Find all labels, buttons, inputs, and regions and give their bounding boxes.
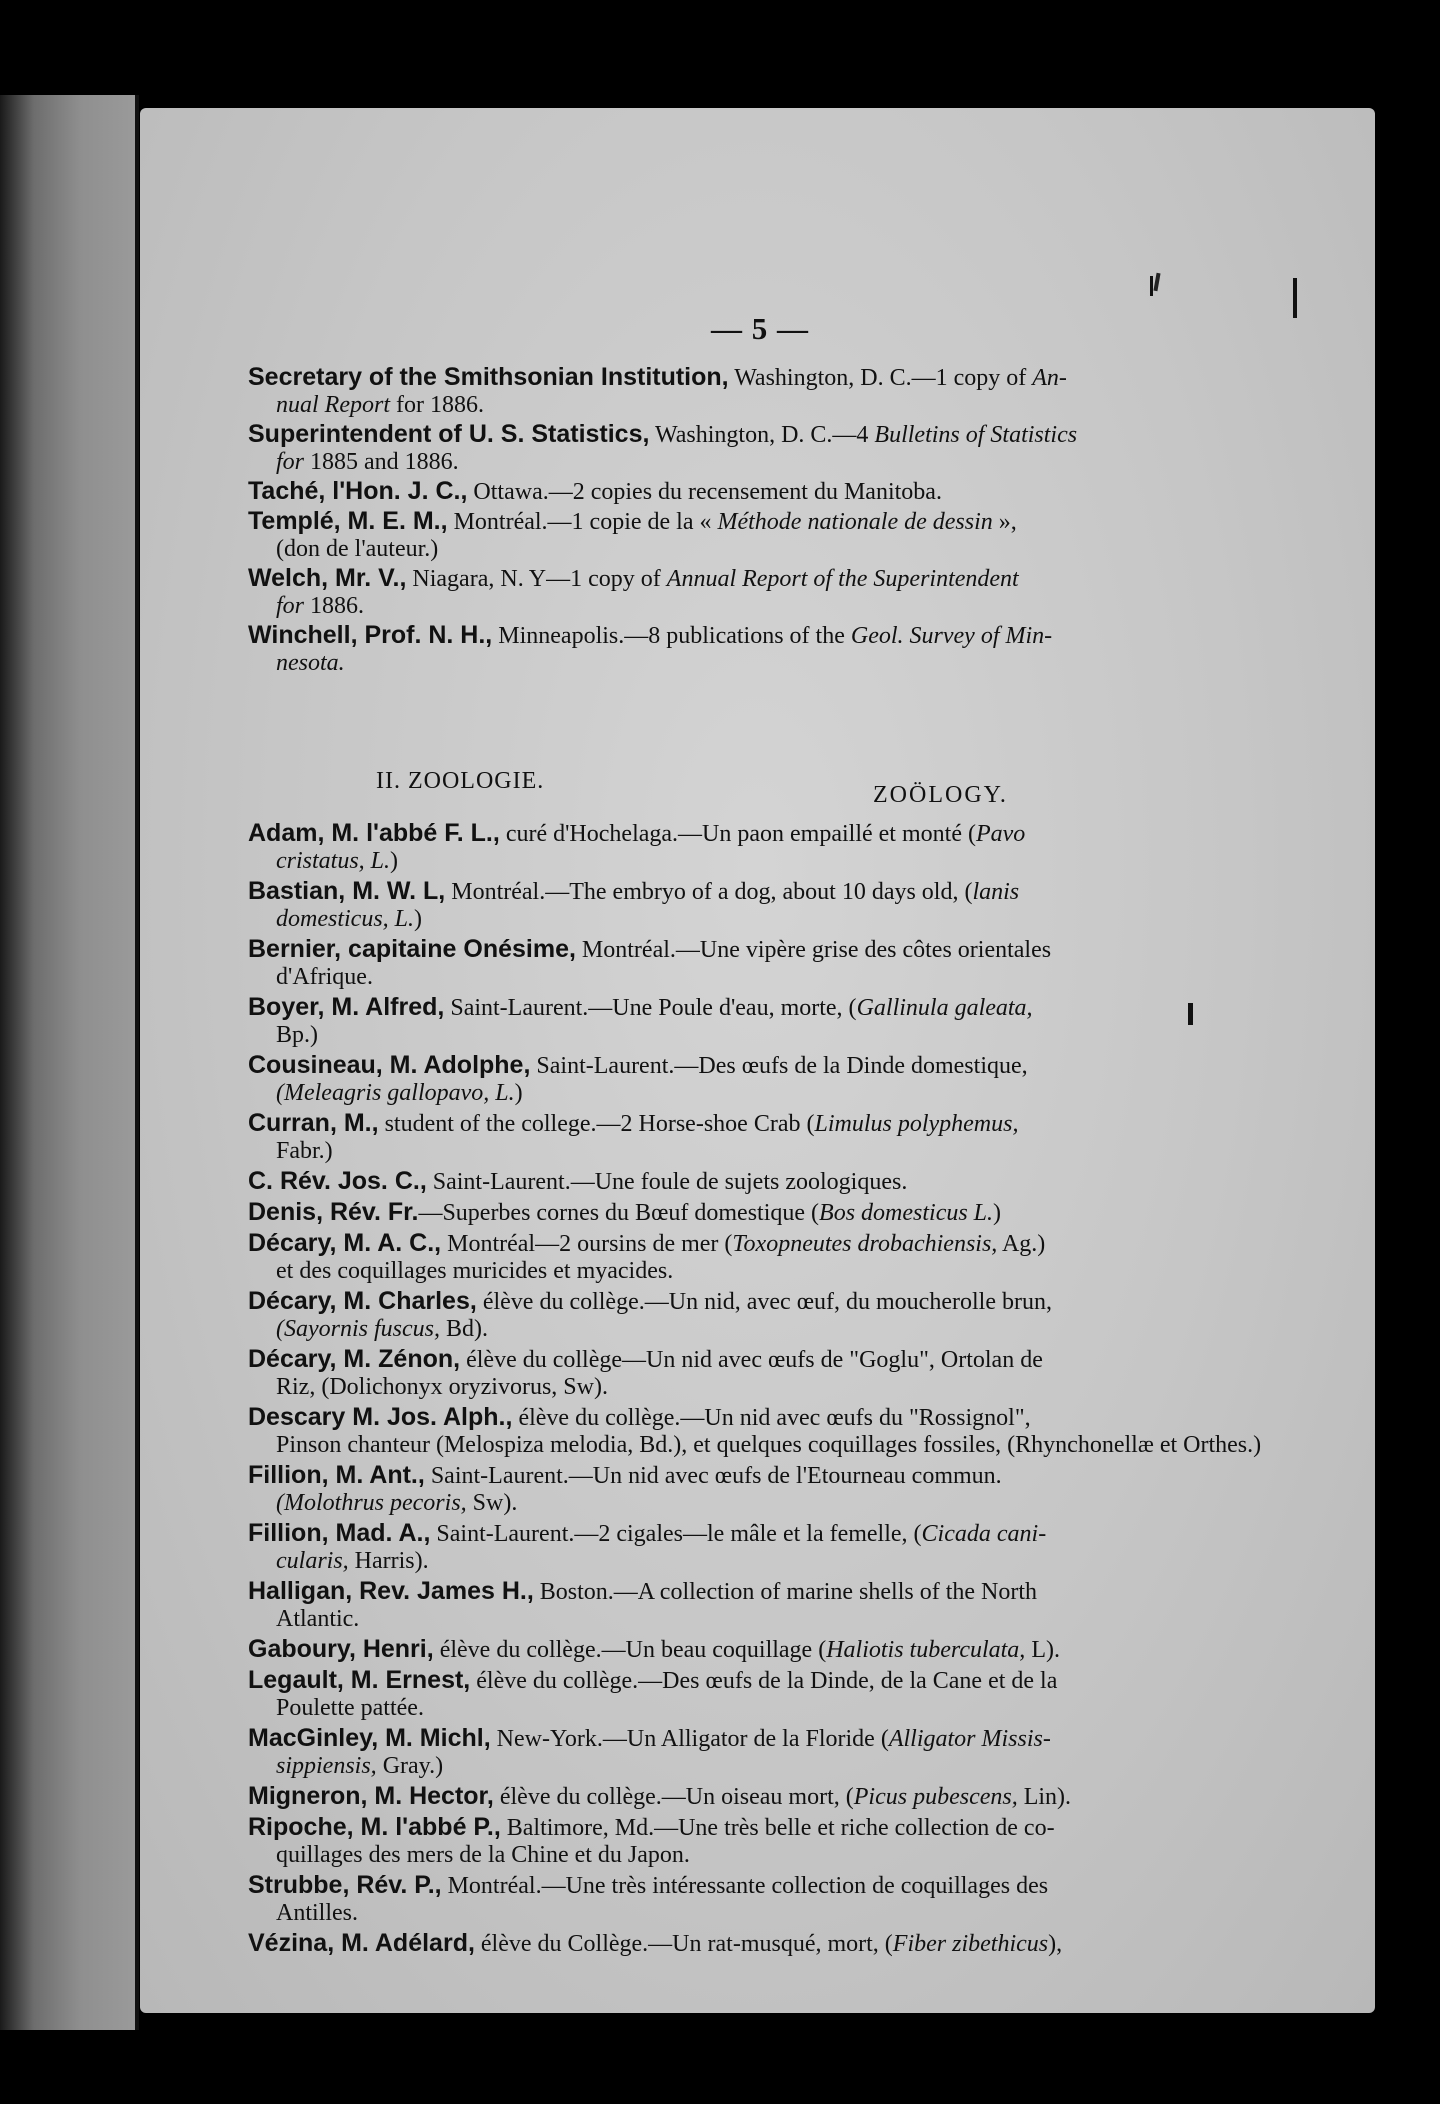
entry-continuation [248,1695,1288,1722]
species-name: Cicada cani- [921,1521,1047,1547]
entry-text: Saint-Laurent.—Des œufs de la Dinde domestique, [530,1053,1028,1079]
donor-name: Fillion, Mad. A., [248,1519,431,1547]
donor-name: Welch, Mr. V., [248,564,407,592]
entry-text: ) [414,906,422,932]
entry-text: Bd). [440,1316,488,1342]
list-item [248,508,1288,563]
entry-text-end: Ag.) [997,1231,1046,1257]
entry-text: Montréal.—Une très intéressante collection de coquillages des [441,1873,1049,1899]
entry-text-end: Lin). [1017,1784,1072,1810]
donor-name: Bernier, capitaine Onésime, [248,935,576,963]
entry-text: ) [390,848,399,874]
entry-continuation [248,1080,1288,1107]
list-item [248,1725,1288,1780]
list-item [248,1110,1288,1165]
list-item [248,1930,1288,1958]
species-name: Toxopneutes drobachiensis, [732,1231,998,1257]
entry-continuation [248,1842,1288,1869]
donor-name: Superintendent of U. S. Statistics, [248,420,650,448]
ink-mark [1153,273,1160,291]
entry-continuation [248,1900,1288,1927]
donor-list-zoology [248,820,1288,1961]
list-item [248,1462,1288,1517]
entry-text: for 1886. [390,392,484,418]
entry-continuation [248,1374,1288,1401]
list-item [248,1168,1288,1196]
list-item [248,1346,1288,1401]
donor-name: Boyer, M. Alfred, [248,993,445,1021]
entry-continuation [248,1022,1288,1049]
entry-text: Riz, (Dolichonyx oryzivorus, Sw). [276,1374,608,1400]
entry-text: élève du Collège.—Un rat-musqué, mort, ( [474,1931,893,1957]
entry-text: Poulette pattée. [276,1695,424,1721]
list-item [248,878,1288,933]
entry-text: Saint-Laurent.—Une foule de sujets zoologiques. [426,1169,908,1195]
entry-text: (don de l'auteur.) [276,536,439,562]
entry-text: Saint-Laurent.—2 cigales—le mâle et la femelle, ( [430,1521,922,1547]
list-item [248,1230,1288,1285]
ink-mark [1293,278,1297,318]
entry-text: Saint-Laurent.—Une Poule d'eau, morte, ( [444,995,857,1021]
species-name: Fiber zibethicus [892,1931,1049,1957]
species-name: sippiensis, [276,1753,377,1779]
list-item [248,1872,1288,1927]
species-name: nesota. [276,650,345,676]
donor-list-top [248,364,1288,679]
entry-text: 1885 and 1886. [304,449,459,475]
entry-text: Saint-Laurent.—Un nid avec œufs de l'Etourneau commun. [424,1463,1002,1489]
list-item [248,1520,1288,1575]
donor-name: Templé, M. E. M., [248,507,448,535]
species-name: An- [1032,365,1067,391]
entry-text: —Superbes cornes du Bœuf domestique ( [418,1200,820,1226]
donor-name: Secretary of the Smithsonian Institution, [248,363,729,391]
list-item [248,1578,1288,1633]
document-page [140,108,1375,2013]
entry-continuation [248,1548,1288,1575]
donor-name: Bastian, M. W. L, [248,877,446,905]
section-headings [248,768,1288,808]
species-name: Pavo [975,821,1026,847]
species-name: cristatus, L. [276,848,391,874]
donor-name: Halligan, Rev. James H., [248,1577,534,1605]
donor-name: Taché, l'Hon. J. C., [248,477,468,505]
entry-continuation [248,964,1288,991]
donor-name: Ripoche, M. l'abbé P., [248,1813,501,1841]
section-title-english: ZOÖLOGY. [873,782,1008,808]
donor-name: Denis, Rév. Fr. [248,1198,419,1226]
list-item [248,1667,1288,1722]
donor-name: Legault, M. Ernest, [248,1666,471,1694]
species-name: Gallinula galeata, [856,995,1033,1021]
entry-continuation [248,1606,1288,1633]
list-item [248,1404,1288,1459]
list-item [248,622,1288,677]
donor-name: Strubbe, Rév. P., [248,1871,442,1899]
species-name: lanis [972,879,1020,905]
entry-text: quillages des mers de la Chine et du Japon. [276,1842,690,1868]
list-item [248,478,1288,506]
list-item [248,936,1288,991]
donor-name: Fillion, M. Ant., [248,1461,425,1489]
entry-continuation [248,1753,1288,1780]
donor-name: Descary M. Jos. Alph., [248,1403,513,1431]
entry-continuation [248,1138,1288,1165]
entry-text: Gray.) [376,1753,444,1779]
entry-text: et des coquillages muricides et myacides. [276,1258,674,1284]
entry-text: Boston.—A collection of marine shells of the North [533,1579,1038,1605]
entry-text: Baltimore, Md.—Une très belle et riche collection de co- [500,1815,1055,1841]
entry-text: Harris). [348,1548,429,1574]
list-item [248,1199,1288,1227]
species-name: Annual Report of the Superintendent [666,566,1019,592]
species-name: Bulletins of Statistics [874,422,1078,448]
species-name: (Molothrus pecoris, [276,1490,467,1516]
entry-text: élève du collège.—Un nid avec œufs du "Rossignol", [512,1405,1031,1431]
ink-mark [1150,276,1153,296]
entry-continuation [248,1258,1288,1285]
species-name: domesticus, L. [276,906,414,932]
entry-continuation [248,536,1288,563]
species-name: for [276,449,305,475]
entry-text: Montréal—2 oursins de mer ( [441,1231,733,1257]
donor-name: Winchell, Prof. N. H., [248,621,493,649]
entry-text: ) [514,1080,523,1106]
entry-text: Niagara, N. Y—1 copy of [406,566,667,592]
entry-text: Sw). [466,1490,518,1516]
entry-text-end: L). [1025,1637,1060,1663]
list-item [248,364,1288,419]
entry-text: Ottawa.—2 copies du recensement du Manitoba. [467,479,942,505]
entry-text: élève du collège.—Un nid, avec œuf, du moucherolle brun, [476,1289,1052,1315]
entry-text: élève du collège.—Un oiseau mort, ( [493,1784,854,1810]
list-item [248,1814,1288,1869]
section-title-french: II. ZOOLOGIE. [376,768,545,794]
entry-text: New-York.—Un Alligator de la Floride ( [490,1726,889,1752]
list-item [248,565,1288,620]
donor-name: Vézina, M. Adélard, [248,1929,475,1957]
species-name: Picus pubescens, [853,1784,1018,1810]
entry-text: Atlantic. [276,1606,360,1632]
entry-continuation [248,1316,1288,1343]
entry-text: Montréal.—1 copie de la « [447,509,718,535]
entry-continuation [248,1432,1288,1459]
list-item [248,421,1288,476]
left-page-edge [0,95,139,2030]
donor-name: Adam, M. l'abbé F. L., [248,819,500,847]
species-name: Haliotis tuberculata, [826,1637,1026,1663]
species-name: Bos domesticus L. [819,1200,994,1226]
entry-text: Pinson chanteur (Melospiza melodia, Bd.), et quelques coquillages fossiles, (Rhynchonellæ et Orthes.) [276,1432,1262,1458]
species-name: Alligator Missis- [888,1726,1051,1752]
species-name: cularis, [276,1548,349,1574]
entry-text: Fabr.) [276,1138,333,1164]
entry-text: Washington, D. C.—1 copy of [728,365,1033,391]
entry-text: Minneapolis.—8 publications of the [492,623,851,649]
donor-name: MacGinley, M. Michl, [248,1724,491,1752]
entry-continuation [248,906,1288,933]
entry-continuation [248,650,1288,677]
species-name: nual Report [276,392,390,418]
entry-text: Washington, D. C.—4 [649,422,875,448]
entry-text: Antilles. [276,1900,358,1926]
list-item [248,1288,1288,1343]
entry-text: élève du collège.—Des œufs de la Dinde, de la Cane et de la [470,1668,1058,1694]
species-name: (Sayornis fuscus, [276,1316,440,1342]
species-name: (Meleagris gallopavo, L. [276,1080,515,1106]
list-item [248,1052,1288,1107]
donor-name: C. Rév. Jos. C., [248,1167,427,1195]
donor-name: Migneron, M. Hector, [248,1782,494,1810]
entry-text-end: », [992,509,1017,535]
page-number: — 5 — [711,311,809,346]
entry-text: 1886. [304,593,365,619]
list-item [248,820,1288,875]
donor-name: Décary, M. A. C., [248,1229,442,1257]
entry-text: élève du collège—Un nid avec œufs de "Goglu", Ortolan de [460,1347,1043,1373]
entry-continuation [248,1490,1288,1517]
entry-text-end: ), [1048,1931,1063,1957]
entry-text: Montréal.—Une vipère grise des côtes orientales [575,937,1052,963]
donor-name: Curran, M., [248,1109,379,1137]
list-item [248,1783,1288,1811]
donor-name: Décary, M. Zénon, [248,1345,461,1373]
list-item [248,1636,1288,1664]
list-item [248,994,1288,1049]
entry-continuation [248,449,1288,476]
entry-text: Montréal.—The embryo of a dog, about 10 days old, ( [445,879,973,905]
entry-continuation [248,392,1288,419]
donor-name: Gaboury, Henri, [248,1635,434,1663]
entry-continuation [248,593,1288,620]
species-name: for [276,593,305,619]
species-name: Limulus polyphemus, [814,1111,1019,1137]
entry-text: student of the college.—2 Horse-shoe Crab ( [378,1111,815,1137]
entry-text: Bp.) [276,1022,318,1048]
entry-continuation [248,848,1288,875]
donor-name: Décary, M. Charles, [248,1287,477,1315]
species-name: Geol. Survey of Min- [850,623,1053,649]
entry-text: curé d'Hochelaga.—Un paon empaillé et monté ( [499,821,976,847]
entry-text-end: ) [993,1200,1002,1226]
entry-text: d'Afrique. [276,964,373,990]
donor-name: Cousineau, M. Adolphe, [248,1051,531,1079]
species-name: Méthode nationale de dessin [717,509,993,535]
entry-text: élève du collège.—Un beau coquillage ( [433,1637,827,1663]
